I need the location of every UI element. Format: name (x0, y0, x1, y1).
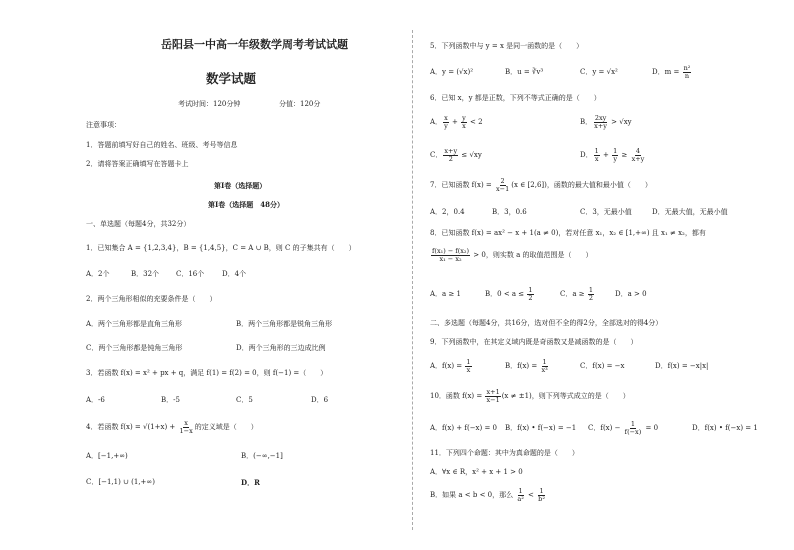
q9-option-c: C．f(x) = −x (580, 362, 625, 370)
q6-d-num-2: 1 (613, 146, 618, 155)
q5-stem: 5．下列函数中与 y = x 是同一函数的是（ ） (430, 42, 584, 50)
q4-stem-pre: 4．若函数 f(x) = √(1+x) + (86, 423, 178, 431)
q11-b-pre: B．如果 a < b < 0，那么 (430, 491, 516, 499)
q9-b-den: x³ (541, 365, 548, 374)
q8-den: x₁ − x₂ (439, 254, 462, 263)
q4-option-d: D．R (241, 478, 260, 487)
q10-c-post: = 0 (643, 424, 659, 432)
q6-d-mid-2: ≥ (619, 151, 630, 159)
q6-d-den-2: y (613, 154, 617, 163)
q1-option-b: B．32个 (131, 270, 160, 278)
q6-c-den: 2 (448, 154, 453, 163)
q9-a-pre: A．f(x) = (430, 362, 465, 370)
q6-c-frac (443, 148, 458, 163)
q3-option-a: A．-6 (86, 396, 105, 404)
q6-a-den-2: x (462, 121, 466, 130)
q6-option-a (430, 114, 483, 130)
q3-stem: 3．若函数 f(x) = x² + px + q，满足 f(1) = f(2) = 0，则 f(−1) =（ ） (86, 369, 328, 377)
q1-option-a: A．2个 (86, 270, 110, 278)
q4-option-c: C．[−1,1) ∪ (1,+∞) (86, 478, 155, 486)
q10-option-b: B．f(x) • f(−x) = −1 (505, 424, 577, 432)
q6-d-frac-2 (612, 148, 618, 163)
q2-option-a: A．两个三角形都是直角三角形 (86, 320, 183, 328)
q11-b-den-2: b² (538, 494, 545, 503)
q7-frac (495, 178, 510, 193)
q4-stem (86, 418, 258, 436)
q8-option-a: A．a ≥ 1 (430, 290, 461, 298)
q7-option-d: D．无最大值，无最小值 (652, 208, 728, 216)
q5-d-num: n² (683, 63, 691, 72)
q6-option-b (580, 114, 632, 130)
q8-stem-2 (430, 246, 592, 264)
q4-stem-post: 的定义域是（ ） (194, 423, 258, 431)
subject-title: 数学试题 (206, 71, 257, 86)
q9-b-pre: B．f(x) = (505, 362, 540, 370)
q11-b-num-1: 1 (518, 486, 523, 495)
q9-option-a (430, 358, 473, 374)
q2-option-d: D．两个三角形的三边成比例 (236, 344, 326, 352)
right-column (430, 0, 770, 550)
q6-a-den-1: y (444, 121, 448, 130)
q2-option-c: C．两个三角形都是钝角三角形 (86, 344, 183, 352)
q6-c-num: x+y (444, 146, 458, 155)
q7-stem-post: (x ∈ [2,6])，函数的最大值和最小值（ ） (511, 181, 652, 189)
q6-d-pre: D． (580, 151, 593, 159)
q6-b-post: > √xy (608, 118, 632, 126)
q8-num: f(x₁) − f(x₂) (432, 246, 470, 255)
q9-b-frac (540, 359, 548, 374)
section2-title: 二、多选题（每题4分，共16分，选对但不全的得2分，全部选对的得4分） (430, 319, 663, 327)
q10-option-a: A．f(x) + f(−x) = 0 (430, 424, 498, 432)
q2-option-b: B．两个三角形都是锐角三角形 (236, 320, 333, 328)
q5-d-pre: D．m = (652, 68, 682, 76)
q10-stem-pre: 10．函数 f(x) = (430, 392, 485, 400)
q6-b-den: x+y (594, 121, 607, 130)
q11-b-num-2: 1 (539, 486, 544, 495)
q6-a-mid: + (449, 118, 461, 126)
q5-option-c: C．y = √x² (580, 68, 618, 76)
q9-option-b (505, 358, 550, 374)
q11-option-a: A．∀x ∈ R，x² + x + 1 > 0 (430, 468, 523, 476)
q7-stem (430, 177, 652, 193)
q8-c-pre: C．a ≥ (560, 290, 587, 298)
q6-option-c (430, 147, 482, 163)
q11-b-frac-2 (537, 488, 546, 503)
q11-b-frac-1 (516, 488, 524, 503)
q10-c-pre: C．f(x) − (588, 424, 623, 432)
q6-d-den-1: x (594, 154, 599, 163)
q8-stem-2-text: > 0，则实数 a 的取值范围是（ ） (471, 251, 593, 259)
q8-b-frac (527, 287, 533, 302)
q6-d-den-3: x+y (631, 154, 645, 163)
q2-stem: 2．两个三角形相似的充要条件是（ ） (86, 295, 217, 303)
q1-option-c: C．16个 (176, 270, 205, 278)
q7-option-a: A．2，0.4 (430, 208, 465, 216)
q6-d-num-1: 1 (594, 146, 599, 155)
q6-d-num-3: 4 (635, 146, 641, 155)
q5-option-d (652, 64, 692, 80)
q10-frac (485, 389, 500, 404)
q10-num: x+1 (486, 387, 500, 396)
q9-a-num: 1 (466, 357, 471, 366)
exam-time: 考试时间：120分钟 (178, 100, 241, 108)
notes-item-1: 1．答题前填写好自己的姓名、班级、考号等信息 (86, 141, 238, 149)
q4-fraction (179, 420, 194, 435)
q3-option-c: C．5 (236, 396, 253, 404)
q1-stem: 1．已知集合 A = {1,2,3,4}，B = {1,4,5}，C = A ∪ B，则 C 的子集共有（ ） (86, 244, 356, 252)
q5-option-b: B．u = ∛v³ (505, 68, 544, 76)
q10-option-c (588, 420, 658, 436)
q6-b-num: 2xy (594, 113, 607, 122)
q4-frac-den: 1−x (179, 426, 193, 435)
q7-option-c: C．3，无最小值 (580, 208, 632, 216)
q7-option-b: B．3，0.6 (492, 208, 527, 216)
q5-option-a: A．y = (√x)² (430, 68, 474, 76)
q4-frac-num: x (184, 418, 188, 427)
q6-stem: 6．已知 x，y 都是正数，下列不等式正确的是（ ） (430, 94, 601, 102)
q8-option-c (560, 286, 595, 302)
q6-a-num-2: y (462, 113, 466, 122)
q6-d-frac-1 (594, 148, 600, 163)
q6-a-pre: A． (430, 118, 443, 126)
q10-c-num: 1 (630, 419, 636, 428)
notes-title: 注意事项： (86, 121, 121, 129)
q5-d-den: n (684, 71, 690, 80)
q8-b-num: 1 (528, 285, 533, 294)
q11-option-b (430, 487, 547, 503)
q9-b-num: 1 (542, 357, 547, 366)
section1-title: 一、单选题（每题4分，共32分） (86, 220, 191, 228)
q6-d-frac-3 (631, 148, 646, 163)
part1-title: 第I卷（选择题） (214, 181, 267, 190)
q10-stem (430, 388, 630, 404)
q5-d-fraction (683, 65, 692, 80)
q6-c-pre: C． (430, 151, 443, 159)
q8-b-pre: B．0 < a ≤ (485, 290, 527, 298)
q8-stem-1: 8．已知函数 f(x) = ax² − x + 1(a ≠ 0)，若对任意 x₁，x₂ ∈ [1,+∞) 且 x₁ ≠ x₂，都有 (430, 229, 706, 237)
q9-a-frac (465, 359, 471, 374)
q10-c-frac (624, 421, 643, 436)
notes-item-2: 2．请将答案正确填写在答题卡上 (86, 160, 189, 168)
q10-option-d: D．f(x) • f(−x) = 1 (692, 424, 758, 432)
q11-b-mid: < (525, 491, 537, 499)
q11-b-den-1: a² (517, 494, 524, 503)
q6-b-frac (593, 115, 608, 130)
q6-a-num-1: x (444, 113, 448, 122)
q9-option-d: D．f(x) = −x|x| (655, 362, 709, 370)
q7-den: x−1 (496, 184, 510, 193)
school-title: 岳阳县一中高一年级数学周考考试试题 (161, 38, 348, 51)
q6-option-d (580, 147, 646, 163)
q9-stem: 9．下列函数中，在其定义域内既是奇函数又是减函数的是（ ） (430, 338, 638, 346)
exam-score: 分值：120分 (279, 100, 321, 108)
q10-c-den: f(−x) (624, 427, 642, 436)
q8-c-frac (588, 287, 594, 302)
q3-option-d: D．6 (311, 396, 329, 404)
q11-stem: 11．下列四个命题：其中为真命题的是（ ） (430, 449, 579, 457)
left-column (86, 0, 386, 550)
q6-a-frac-2 (461, 115, 467, 130)
q4-option-a: A．[−1,+∞) (86, 452, 128, 460)
q8-c-den: 2 (588, 293, 593, 302)
q8-b-den: 2 (528, 293, 533, 302)
q6-b-pre: B． (580, 118, 593, 126)
q8-frac (431, 248, 470, 263)
q6-c-post: ≤ √xy (459, 151, 482, 159)
q7-stem-pre: 7．已知函数 f(x) = (430, 181, 494, 189)
q6-a-post: < 2 (467, 118, 483, 126)
q3-option-b: B．-5 (161, 396, 180, 404)
q10-stem-post: (x ≠ ±1)，则下列等式成立的是（ ） (501, 392, 630, 400)
q9-a-den: x (466, 365, 471, 374)
column-divider (412, 30, 413, 530)
q8-c-num: 1 (588, 285, 593, 294)
q1-option-d: D．4个 (222, 270, 247, 278)
q6-d-mid: + (600, 151, 612, 159)
part1-subtitle: 第I卷（选择题 48分） (208, 200, 285, 209)
q4-option-b: B．(−∞,−1] (241, 452, 283, 460)
q6-a-frac-1 (443, 115, 449, 130)
q8-option-b (485, 286, 535, 302)
q7-num: 2 (500, 176, 505, 185)
q8-option-d: D．a > 0 (615, 290, 647, 298)
q10-den: x−1 (486, 395, 500, 404)
